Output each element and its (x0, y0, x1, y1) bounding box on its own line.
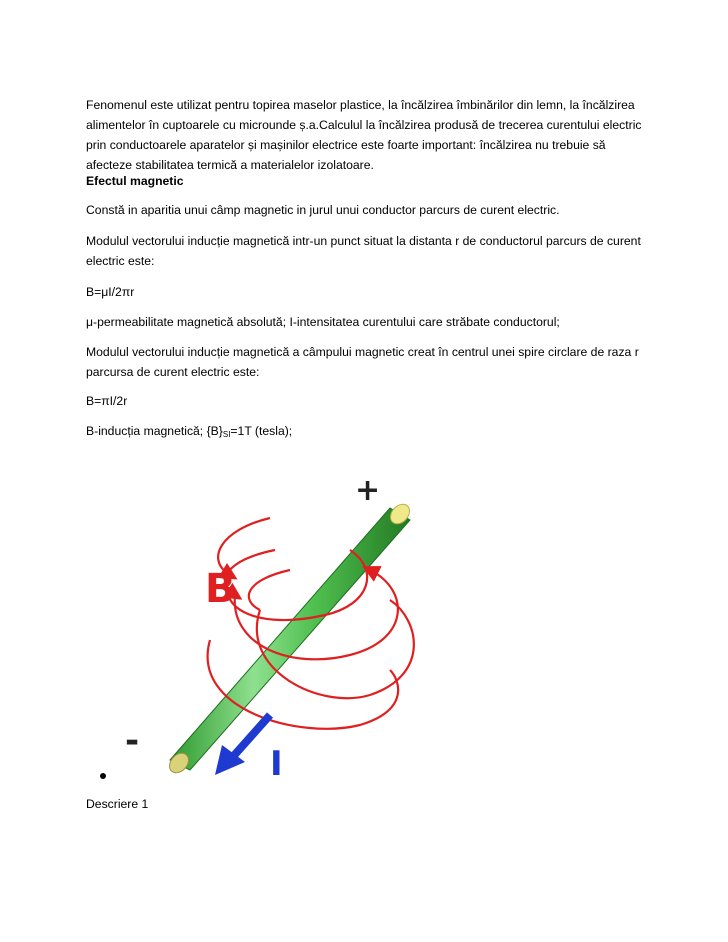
list-bullet (100, 773, 106, 779)
formula-loop: B=πI/2r (86, 394, 128, 408)
section-heading: Efectul magnetic (86, 174, 184, 188)
conductor-rod (166, 500, 414, 776)
paragraph-induction-loop: Modulul vectorului inducție magnetică a câmpului magnetic creat în centrul unei spire circlare de raza r parcursa de curent electric este: (86, 345, 639, 379)
b-field-label: B (205, 566, 236, 612)
si-subscript: SI (222, 430, 231, 439)
formula-conductor: B=μI/2πr (86, 285, 135, 299)
tesla-text-end: =1T (tesla); (230, 424, 293, 438)
paragraph-permeability: μ-permeabilitate magnetică absolută; I-intensitatea curentului care străbate conductorul; (86, 315, 560, 329)
paragraph-tesla (86, 421, 646, 445)
figure-caption: Descriere 1 (86, 797, 149, 811)
plus-sign-label: + (355, 473, 381, 508)
minus-sign-label: - (125, 721, 140, 761)
paragraph-definition: Constă in aparitia unui câmp magnetic in jurul unui conductor parcurs de curent electric. (86, 203, 560, 217)
tesla-text-start: B-inducția magnetică; {B} (86, 424, 223, 438)
current-label: I (270, 744, 283, 784)
paragraph-induction-conductor: Modulul vectorului inducție magnetică intr-un punct situat la distanta r de conductorul parcurs de curent electric este: (86, 234, 641, 268)
intro-paragraph: Fenomenul este utilizat pentru topirea maselor plastice, la încălzirea îmbinărilor din lemn, la încălzirea alimentelor în cuptoarele cu microunde ș.a.Calculul la încălzirea produsă de trecerea curentului electric prin conductoarele aparatelor și mașinilor electrice este foarte important: încălzirea nu trebuie să afecteze stabilitatea termică a materialelor izolatoare. (86, 98, 642, 172)
magnetic-field-figure (110, 470, 420, 785)
